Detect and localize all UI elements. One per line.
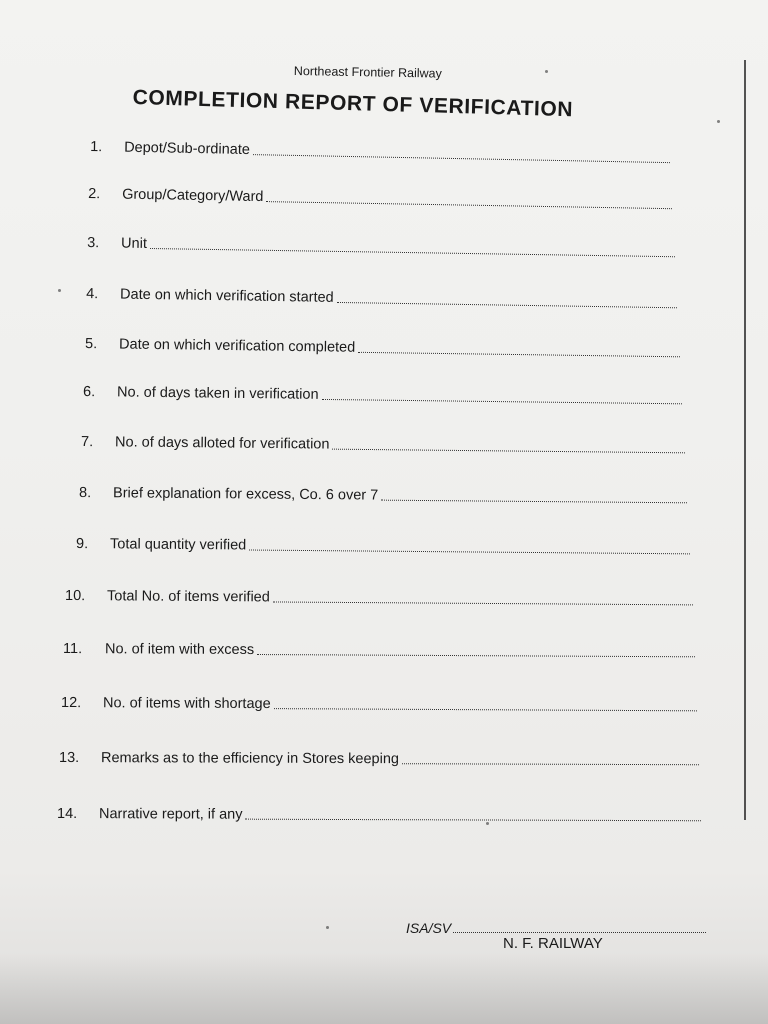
fill-line[interactable]: [245, 815, 701, 822]
row-label: No. of days alloted for verification: [114, 434, 330, 453]
row-number: 10.: [65, 588, 86, 605]
row-number: 2.: [88, 186, 101, 203]
row-number: 4.: [86, 286, 99, 303]
form-row-8: [79, 479, 687, 506]
row-number: 6.: [83, 384, 96, 401]
form-row-14: [57, 800, 701, 824]
paper-speck: [58, 289, 61, 292]
row-label: Total No. of items verified: [106, 588, 270, 606]
row-label: Unit: [120, 235, 148, 252]
page-edge-line: [744, 60, 746, 820]
fill-line[interactable]: [358, 348, 680, 357]
form-row-13: [59, 744, 699, 768]
fill-line[interactable]: [381, 496, 687, 504]
row-label: No. of days taken in verification: [116, 384, 319, 403]
row-number: 14.: [57, 806, 78, 823]
paper-speck: [545, 70, 548, 73]
signature-designation: ISA/SV: [406, 920, 452, 936]
form-row-11: [63, 635, 695, 660]
fill-line[interactable]: [257, 650, 695, 657]
form-row-3: [87, 229, 675, 260]
row-label: Group/Category/Ward: [121, 186, 264, 206]
signature-fill-line[interactable]: [453, 928, 706, 933]
form-row-7: [81, 428, 685, 456]
paper-speck: [486, 822, 489, 825]
paper-speck: [717, 120, 720, 123]
row-label: Narrative report, if any: [98, 806, 243, 823]
row-number: 5.: [85, 336, 98, 353]
row-number: 3.: [87, 235, 100, 252]
row-label: Brief explanation for excess, Co. 6 over 7: [112, 485, 379, 504]
row-number: 1.: [90, 139, 103, 156]
fill-line[interactable]: [273, 597, 693, 605]
row-number: 9.: [76, 536, 89, 553]
row-number: 11.: [63, 641, 83, 658]
fill-line[interactable]: [332, 445, 685, 454]
page-shadow: [0, 954, 768, 1024]
row-number: 8.: [79, 485, 92, 502]
report-title: COMPLETION REPORT OF VERIFICATION: [132, 86, 574, 122]
row-label: Date on which verification completed: [118, 336, 356, 356]
row-label: Total quantity verified: [109, 536, 247, 554]
row-label: Depot/Sub-ordinate: [123, 139, 251, 159]
signature-line: [406, 916, 706, 936]
fill-line[interactable]: [402, 759, 699, 765]
paper-speck: [326, 926, 329, 929]
fill-line[interactable]: [337, 298, 677, 308]
fill-line[interactable]: [274, 704, 697, 711]
form-row-9: [76, 530, 690, 557]
signature-organization: N. F. RAILWAY: [503, 935, 603, 952]
row-label: No. of items with shortage: [102, 695, 271, 713]
form-row-12: [61, 689, 697, 714]
form-row-6: [83, 378, 682, 407]
form-row-5: [85, 330, 680, 360]
row-label: Date on which verification started: [119, 286, 334, 306]
row-number: 13.: [59, 750, 80, 767]
form-row-1: [90, 133, 670, 166]
form-row-4: [86, 280, 677, 311]
row-label: Remarks as to the efficiency in Stores keeping: [100, 750, 399, 768]
form-row-10: [65, 582, 693, 608]
fill-line[interactable]: [150, 244, 675, 257]
row-number: 7.: [81, 434, 94, 451]
row-number: 12.: [61, 695, 82, 712]
railway-name: Northeast Frontier Railway: [293, 64, 442, 81]
fill-line[interactable]: [266, 197, 672, 209]
fill-line[interactable]: [249, 546, 690, 555]
row-label: No. of item with excess: [104, 641, 255, 659]
fill-line[interactable]: [322, 395, 683, 404]
form-row-2: [88, 180, 672, 212]
fill-line[interactable]: [253, 150, 670, 163]
